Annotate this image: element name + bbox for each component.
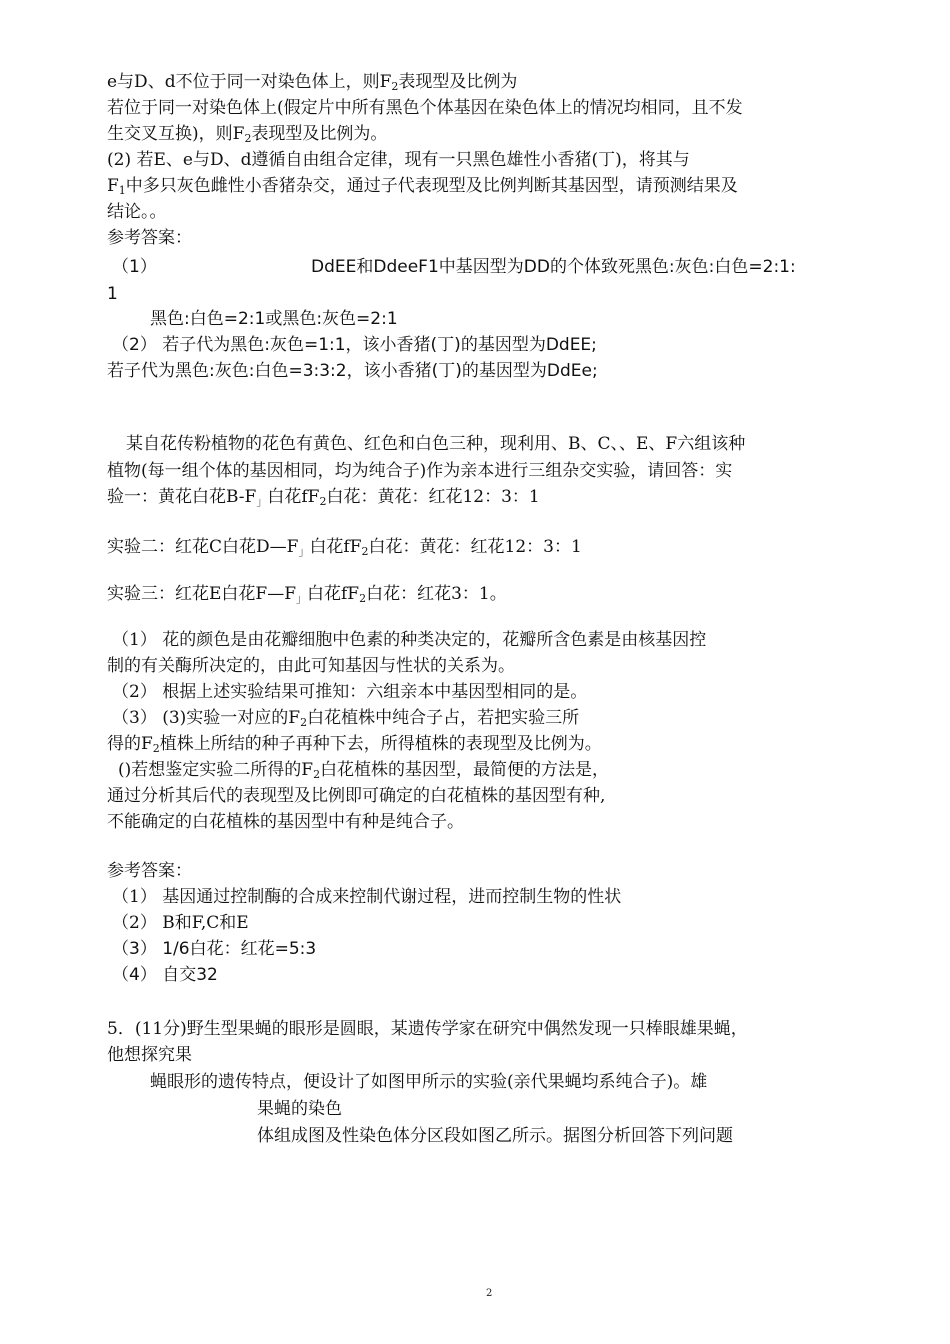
text-line: e与D、d不位于同一对染色体上，则$F_2$表现型及比例为: [107, 72, 518, 93]
question-1-continued: 制的有关酶所决定的，由此可知基因与性状的关系为。: [107, 656, 515, 676]
answer-heading: 参考答案：: [107, 228, 192, 248]
answer-3: （3） 1/6白花：红花=5:3: [112, 939, 317, 959]
question-2: (2) 若E、e与D、d遵循自由组合定律，现有一只黑色雄性小香猪(丁)，将其与: [107, 150, 690, 170]
experiment-2: 实验二：红花C白花$D—F_」$白花$fF_2$白花：黄花：红花12：3：1: [107, 537, 582, 558]
question-1: （1） 花的颜色是由花瓣细胞中色素的种类决定的，花瓣所含色素是由核基因控: [112, 630, 707, 650]
text-line: 结论。。: [107, 202, 167, 222]
answer-2-line2: 若子代为黑色:灰色:白色=3:3:2，该小香猪(丁)的基因型为DdEe;: [107, 361, 598, 381]
page-number: 2: [486, 1288, 493, 1299]
text-line: $F_1$中多只灰色雌性小香猪杂交，通过子代表现型及比例判断其基因型，请预测结果及: [107, 176, 738, 197]
question-5-continued: 体组成图及性染色体分区段如图乙所示。据图分析回答下列问题: [257, 1126, 733, 1146]
paragraph-intro: 某自花传粉植物的花色有黄色、红色和白色三种，现利用、B、C、、E、F六组该种: [126, 434, 746, 454]
question-5: 5．(11分)野生型果蝇的眼形是圆眼，某遗传学家在研究中偶然发现一只棒眼雄果蝇，: [107, 1019, 748, 1039]
answer-1-continued: 1: [107, 284, 118, 304]
paragraph-intro: 植物(每一组个体的基因相同，均为纯合子)作为亲本进行三组杂交实验，请回答：实: [107, 461, 733, 481]
question-4-continued: 不能确定的白花植株的基因型中有种是纯合子。: [107, 812, 464, 832]
answer-2: （2） B和F,C和E: [112, 913, 249, 933]
answer-heading: 参考答案：: [107, 861, 192, 881]
text-line: 生交叉互换)，则$F_2$表现型及比例为。: [107, 124, 388, 145]
question-4: ()若想鉴定实验二所得的$F_2$白花植株的基因型，最简便的方法是，: [118, 760, 610, 781]
experiment-1: 验一：黄花白花$B-F_」$白花$fF_2$白花：黄花：红花12：3：1: [107, 487, 540, 508]
question-4-continued: 通过分析其后代的表现型及比例即可确定的白花植株的基因型有种,: [107, 786, 606, 806]
answer-4: （4） 自交32: [112, 965, 218, 985]
answer-2-line1: （2） 若子代为黑色:灰色=1:1，该小香猪(丁)的基因型为DdEE;: [112, 335, 597, 355]
answer-1-alt: 黑色:白色=2:1或黑色:灰色=2:1: [150, 309, 398, 329]
answer-1-text: DdEE和DdeeF1中基因型为DD的个体致死黑色:灰色:白色=2:1:: [311, 257, 796, 277]
experiment-3: 实验三：红花E白花$F—F_」$白花$fF_2$白花：红花3：1。: [107, 584, 507, 605]
question-5-continued: 他想探究果: [107, 1045, 192, 1065]
question-2: （2） 根据上述实验结果可推知：六组亲本中基因型相同的是。: [112, 682, 588, 702]
question-5-continued: 果蝇的染色: [257, 1099, 342, 1119]
answer-1: （1） 基因通过控制酶的合成来控制代谢过程，进而控制生物的性状: [112, 887, 622, 907]
question-5-continued: 蝇眼形的遗传特点，便设计了如图甲所示的实验(亲代果蝇均系纯合子)。雄: [150, 1072, 708, 1092]
question-3-continued: 得的$F_2$植株上所结的种子再种下去，所得植株的表现型及比例为。: [107, 734, 602, 755]
text-line: 若位于同一对染色体上(假定片中所有黑色个体基因在染色体上的情况均相同，且不发: [107, 98, 743, 118]
question-3: （3） (3)实验一对应的$F_2$白花植株中纯合子占，若把实验三所: [112, 708, 580, 729]
answer-1-number: （1）: [112, 257, 157, 277]
